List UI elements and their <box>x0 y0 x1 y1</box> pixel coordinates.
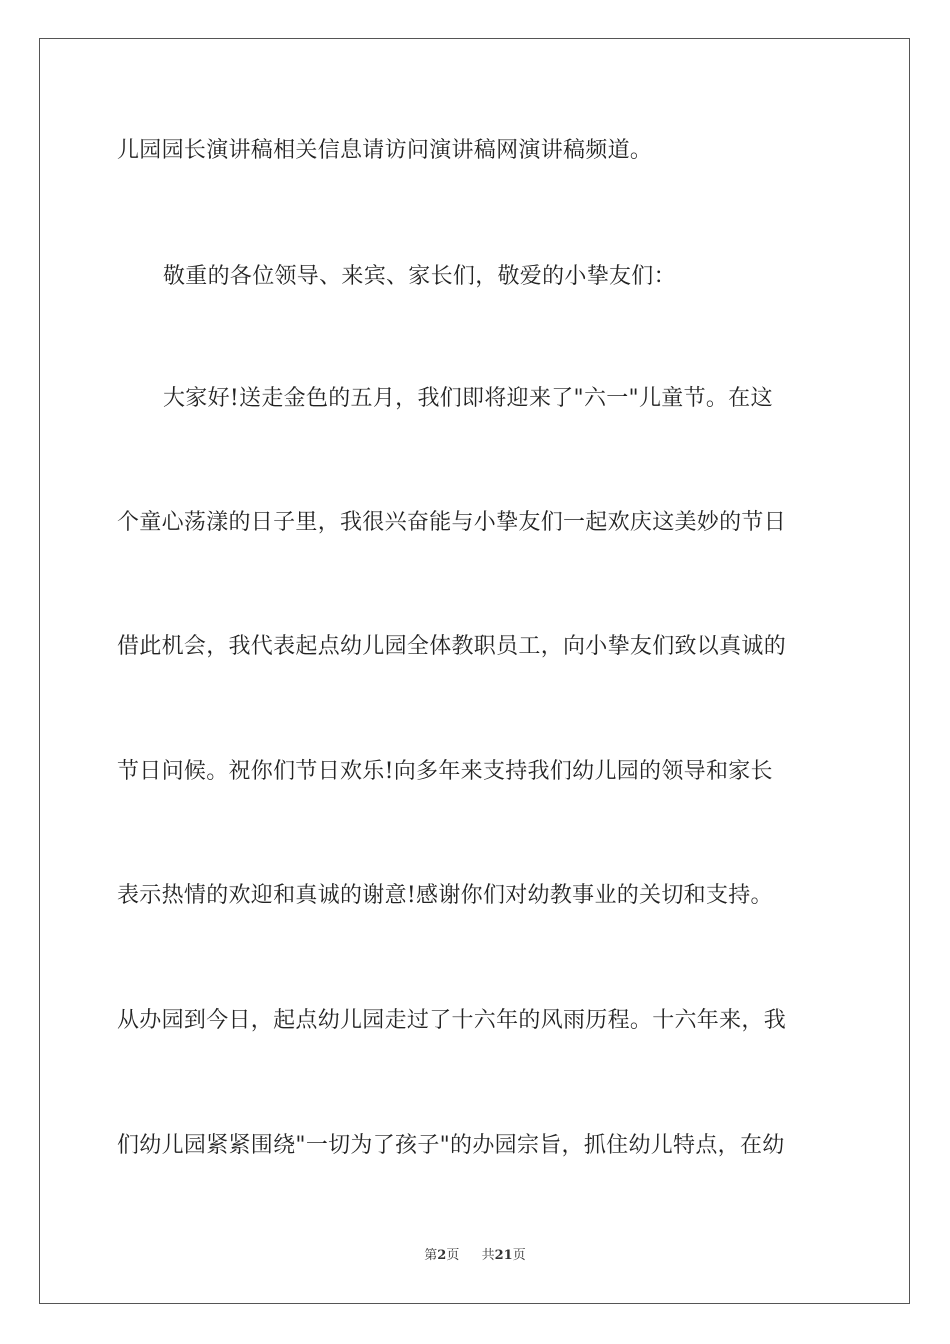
page-prefix: 第 <box>424 1248 438 1263</box>
total-pages: 21 <box>494 1248 513 1263</box>
text-line-4: 个童心荡漾的日子里，我很兴奋能与小挚友们一起欢庆这美妙的节日 <box>117 510 787 535</box>
text-line-9: 们幼儿园紧紧围绕"一切为了孩子"的办园宗旨，抓住幼儿特点，在幼 <box>117 1133 785 1158</box>
page-indicator <box>424 1247 459 1265</box>
total-suffix: 页 <box>512 1248 526 1263</box>
page-suffix: 页 <box>446 1248 460 1263</box>
page-border <box>39 38 910 1304</box>
text-line-1: 儿园园长演讲稿相关信息请访问演讲稿网演讲稿频道。 <box>117 138 653 163</box>
total-pages-indicator <box>482 1247 526 1265</box>
text-line-7: 表示热情的欢迎和真诚的谢意!感谢你们对幼教事业的关切和支持。 <box>117 883 773 908</box>
text-line-6: 节日问候。祝你们节日欢乐!向多年来支持我们幼儿园的领导和家长 <box>117 759 773 784</box>
text-line-2: 敬重的各位领导、来宾、家长们，敬爱的小挚友们： <box>163 264 676 289</box>
text-line-5: 借此机会，我代表起点幼儿园全体教职员工，向小挚友们致以真诚的 <box>117 634 787 659</box>
page-footer <box>0 1247 950 1265</box>
text-line-8: 从办园到今日，起点幼儿园走过了十六年的风雨历程。十六年来，我 <box>117 1008 787 1033</box>
text-line-3: 大家好!送走金色的五月，我们即将迎来了"六一"儿童节。在这 <box>163 386 773 411</box>
page-number: 2 <box>437 1248 447 1263</box>
total-prefix: 共 <box>481 1248 495 1263</box>
